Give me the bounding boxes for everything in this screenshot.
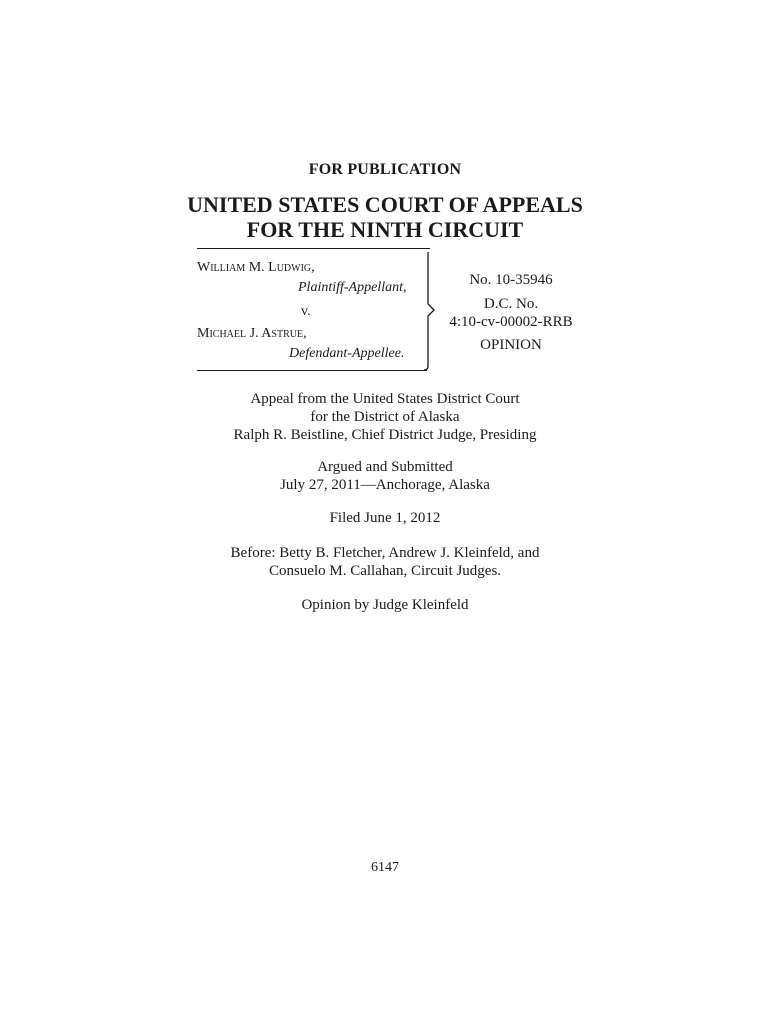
opinion-by: Opinion by Judge Kleinfeld bbox=[301, 597, 469, 613]
court-title bbox=[0, 192, 770, 242]
publication-label: FOR PUBLICATION bbox=[308, 161, 462, 178]
argued-line2: July 27, 2011—Anchorage, Alaska bbox=[280, 477, 490, 493]
argued-block bbox=[0, 458, 770, 494]
defendant-name: Michael J. Astrue, bbox=[197, 326, 307, 341]
appeal-block bbox=[0, 390, 770, 444]
panel-line2: Consuelo M. Callahan, Circuit Judges. bbox=[268, 563, 502, 579]
appeal-line2: for the District of Alaska bbox=[310, 409, 460, 425]
dc-number: 4:10-cv-00002-RRB bbox=[449, 314, 573, 330]
argued-line1: Argued and Submitted bbox=[317, 459, 453, 475]
dc-label: D.C. No. bbox=[483, 296, 539, 312]
panel-block bbox=[0, 544, 770, 580]
page-number: 6147 bbox=[371, 860, 399, 875]
panel-line1: Before: Betty B. Fletcher, Andrew J. Kleinfeld, and bbox=[230, 545, 540, 561]
caption-top-rule bbox=[197, 248, 430, 249]
caption-bottom-rule bbox=[197, 370, 427, 371]
versus: v. bbox=[301, 304, 311, 319]
plaintiff-role: Plaintiff-Appellant, bbox=[298, 280, 407, 295]
case-number: No. 10-35946 bbox=[469, 272, 553, 288]
court-title-line2: FOR THE NINTH CIRCUIT bbox=[246, 217, 524, 242]
appeal-line3: Ralph R. Beistline, Chief District Judge, Presiding bbox=[233, 427, 537, 443]
plaintiff-name: William M. Ludwig, bbox=[197, 260, 315, 275]
defendant-role: Defendant-Appellee. bbox=[289, 346, 405, 361]
court-title-line1: UNITED STATES COURT OF APPEALS bbox=[187, 192, 583, 217]
filed-date: Filed June 1, 2012 bbox=[329, 510, 441, 526]
document-type: OPINION bbox=[480, 337, 542, 353]
appeal-line1: Appeal from the United States District Court bbox=[250, 391, 520, 407]
